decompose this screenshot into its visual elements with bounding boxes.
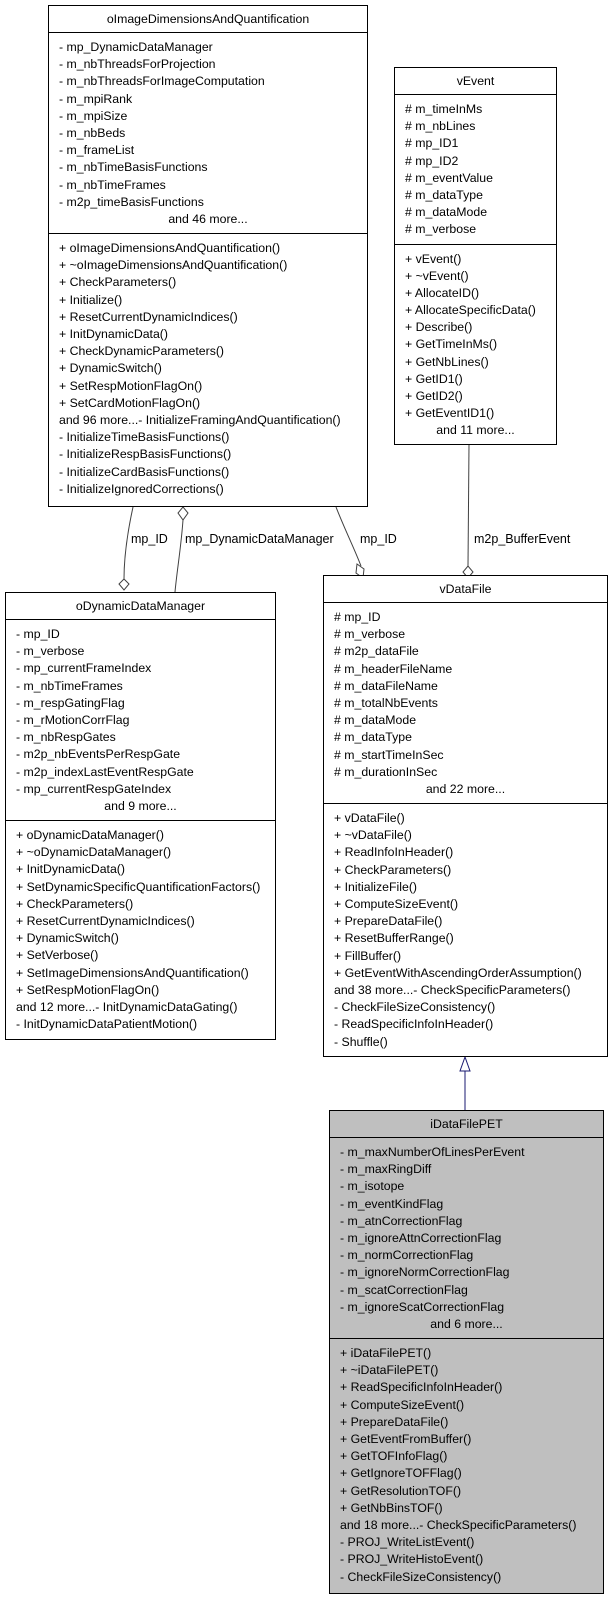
attribute: - m_normCorrectionFlag — [340, 1248, 474, 1263]
edge-label-mp-id-left: mp_ID — [131, 532, 168, 546]
more-link[interactable]: and 6 more... — [430, 1316, 503, 1331]
attribute: # m_verbose — [334, 627, 406, 642]
more-link[interactable]: and 46 more... — [168, 211, 248, 226]
method: + PrepareDataFile() — [334, 914, 443, 929]
attribute: # m_durationInSec — [334, 764, 438, 779]
method: - InitializeTimeBasisFunctions() — [59, 430, 230, 445]
attributes-section — [6, 620, 275, 821]
method: + GetIgnoreTOFFlag() — [340, 1466, 462, 1481]
methods-section — [49, 234, 367, 503]
edge-label-mp-id-right: mp_ID — [360, 532, 397, 546]
attribute: # mp_ID — [334, 610, 381, 624]
attributes-section — [330, 1138, 603, 1339]
edge-m2p-buffer-event — [468, 444, 469, 566]
method: + DynamicSwitch() — [59, 361, 162, 376]
method: + ~vEvent() — [405, 268, 469, 283]
method: + SetDynamicSpecificQuantificationFactors() — [16, 879, 261, 894]
method: + ComputeSizeEvent() — [334, 897, 459, 911]
method: + GetID2() — [405, 389, 463, 403]
attribute: - m_ignoreNormCorrectionFlag — [340, 1265, 510, 1280]
attribute: - m2p_indexLastEventRespGate — [16, 764, 194, 779]
attribute: - mp_ID — [16, 627, 60, 641]
attribute: - m_rMotionCorrFlag — [16, 712, 130, 727]
class-title: oDynamicDataManager — [6, 593, 275, 620]
method: + ResetBufferRange() — [334, 931, 454, 946]
class-idatafilepet[interactable] — [329, 1110, 604, 1594]
method: + GetResolutionTOF() — [340, 1483, 462, 1498]
class-title: vEvent — [395, 68, 556, 95]
attribute: # m_headerFileName — [334, 661, 453, 676]
attribute: # mp_ID2 — [405, 153, 459, 168]
method: - CheckFileSizeConsistency() — [340, 1569, 502, 1584]
attribute: - m_nbTimeBasisFunctions — [59, 160, 208, 175]
method: + ResetCurrentDynamicIndices() — [59, 309, 238, 324]
attribute: # m2p_dataFile — [334, 644, 419, 659]
method: - Shuffle() — [334, 1034, 388, 1049]
attribute: - m_nbRespGates — [16, 730, 116, 745]
attribute: # m_nbLines — [405, 119, 476, 134]
attributes-section — [324, 603, 607, 804]
method: + InitDynamicData() — [16, 862, 125, 877]
attribute: # m_dataMode — [405, 205, 488, 220]
method: + InitDynamicData() — [59, 327, 168, 341]
methods-section — [324, 804, 607, 1056]
more-link[interactable]: and 18 more...- CheckSpecificParameters() — [340, 1517, 577, 1532]
method: + ComputeSizeEvent() — [340, 1397, 465, 1412]
attribute: - m_mpiRank — [59, 91, 133, 106]
attribute: - m_nbThreadsForProjection — [59, 57, 216, 72]
attribute: - m_atnCorrectionFlag — [340, 1213, 463, 1228]
attribute: - m_maxRingDiff — [340, 1162, 432, 1177]
method: + vDataFile() — [334, 811, 405, 826]
attribute: # m_dataType — [334, 730, 412, 745]
edge-inheritance — [460, 1057, 470, 1110]
edge-label-mp-dynamic-data-manager: mp_DynamicDataManager — [185, 532, 334, 546]
method: + ~oImageDimensionsAndQuantification() — [59, 258, 288, 273]
class-odynamicdatamanager[interactable] — [5, 592, 276, 1040]
method: + DynamicSwitch() — [16, 931, 119, 946]
attribute: - m2p_nbEventsPerRespGate — [16, 747, 181, 762]
method: - CheckFileSizeConsistency() — [334, 1000, 496, 1015]
attribute: # m_dataFileName — [334, 678, 438, 693]
method: + GetTimeInMs() — [405, 337, 498, 352]
method: + GetEventFromBuffer() — [340, 1432, 472, 1446]
method: + oImageDimensionsAndQuantification() — [59, 241, 281, 256]
attribute: # m_timeInMs — [405, 102, 483, 116]
method: + SetRespMotionFlagOn() — [16, 982, 160, 997]
attribute: - m_ignoreScatCorrectionFlag — [340, 1299, 505, 1314]
class-vdatafile[interactable] — [323, 575, 608, 1057]
method: + InitializeFile() — [334, 879, 418, 894]
methods-section — [330, 1339, 603, 1591]
class-title: vDataFile — [324, 576, 607, 603]
more-link[interactable]: and 12 more...- InitDynamicDataGating() — [16, 999, 238, 1014]
diamond-oimage-mp-dynamic — [178, 507, 188, 520]
attribute: - m_mpiSize — [59, 108, 128, 123]
attributes-section — [395, 95, 556, 245]
method: + CheckParameters() — [334, 862, 452, 877]
method: + GetEventWithAscendingOrderAssumption() — [334, 965, 582, 980]
method: + AllocateID() — [405, 285, 480, 300]
method: + AllocateSpecificData() — [405, 303, 536, 318]
methods-section — [395, 245, 556, 445]
more-link[interactable]: and 96 more...- InitializeFramingAndQuantification() — [59, 412, 341, 427]
class-title: oImageDimensionsAndQuantification — [49, 6, 367, 33]
method: + SetImageDimensionsAndQuantification() — [16, 965, 249, 980]
edge-mp-dynamic-data-manager — [175, 520, 183, 592]
attribute: - m_nbThreadsForImageComputation — [59, 74, 265, 89]
method: + iDataFilePET() — [340, 1346, 432, 1361]
method: + vEvent() — [405, 251, 462, 266]
method: - InitializeCardBasisFunctions() — [59, 464, 230, 479]
attribute: - m_maxNumberOfLinesPerEvent — [340, 1145, 525, 1159]
edge-label-m2p-buffer-event: m2p_BufferEvent — [474, 532, 571, 546]
method: + ~vDataFile() — [334, 828, 412, 843]
attribute: - m2p_timeBasisFunctions — [59, 194, 204, 209]
method: - InitializeIgnoredCorrections() — [59, 481, 224, 496]
attribute: - m_verbose — [16, 644, 85, 659]
class-title: iDataFilePET — [330, 1111, 603, 1138]
attribute: # m_eventValue — [405, 170, 493, 185]
method: + GetNbBinsTOF() — [340, 1500, 443, 1515]
method: + FillBuffer() — [334, 948, 402, 963]
attribute: # m_dataType — [405, 187, 483, 202]
method: + GetNbLines() — [405, 354, 489, 369]
method: + ~oDynamicDataManager() — [16, 845, 172, 860]
attribute: - mp_DynamicDataManager — [59, 40, 213, 54]
method: + ReadInfoInHeader() — [334, 845, 454, 860]
method: + CheckParameters() — [16, 896, 134, 911]
attribute: # m_dataMode — [334, 713, 417, 728]
method: - PROJ_WriteListEvent() — [340, 1535, 475, 1550]
method: + CheckDynamicParameters() — [59, 344, 225, 359]
method: + oDynamicDataManager() — [16, 828, 164, 843]
methods-section — [6, 821, 275, 1038]
attribute: - m_nbTimeFrames — [16, 678, 123, 693]
method: + Initialize() — [59, 292, 123, 307]
attribute: # m_verbose — [405, 222, 477, 237]
attribute: - m_ignoreAttnCorrectionFlag — [340, 1230, 502, 1245]
diamond-odynamic-mp-id — [119, 579, 129, 590]
method: - PROJ_WriteHistoEvent() — [340, 1552, 484, 1567]
attribute: - m_isotope — [340, 1179, 405, 1194]
method: + GetTOFInfoFlag() — [340, 1449, 448, 1464]
attribute: # m_startTimeInSec — [334, 747, 444, 762]
attribute: # mp_ID1 — [405, 136, 459, 151]
method: + SetCardMotionFlagOn() — [59, 395, 201, 410]
class-oimagedimensionsandquantification[interactable] — [48, 5, 368, 507]
attribute: - m_nbBeds — [59, 125, 126, 140]
method: - InitializeRespBasisFunctions() — [59, 447, 232, 462]
more-link[interactable]: and 11 more... — [436, 423, 515, 438]
attribute: - m_respGatingFlag — [16, 695, 125, 710]
edge-mp-id-right — [336, 507, 361, 566]
method: + SetVerbose() — [16, 948, 99, 963]
attribute: # m_totalNbEvents — [334, 695, 438, 710]
inheritance-arrowhead — [460, 1057, 470, 1071]
more-link[interactable]: and 38 more...- CheckSpecificParameters() — [334, 982, 571, 997]
attribute: - m_eventKindFlag — [340, 1196, 444, 1211]
method: + ResetCurrentDynamicIndices() — [16, 914, 195, 928]
attribute: - mp_currentRespGateIndex — [16, 781, 172, 796]
method: + ReadSpecificInfoInHeader() — [340, 1380, 503, 1395]
method: + SetRespMotionFlagOn() — [59, 378, 203, 393]
attributes-section — [49, 33, 367, 234]
method: + Describe() — [405, 320, 473, 335]
method: + GetEventID1() — [405, 406, 495, 421]
more-link[interactable]: and 9 more... — [104, 798, 177, 813]
class-vevent[interactable] — [394, 67, 557, 445]
attribute: - mp_currentFrameIndex — [16, 661, 152, 676]
method: + PrepareDataFile() — [340, 1414, 449, 1429]
method: - ReadSpecificInfoInHeader() — [334, 1017, 494, 1032]
more-link[interactable]: and 22 more... — [425, 781, 506, 796]
method: + GetID1() — [405, 371, 463, 386]
attribute: - m_frameList — [59, 143, 135, 158]
method: + CheckParameters() — [59, 275, 177, 290]
attribute: - m_scatCorrectionFlag — [340, 1282, 468, 1297]
method: - InitDynamicDataPatientMotion() — [16, 1017, 198, 1032]
method: + ~iDataFilePET() — [340, 1363, 439, 1378]
attribute: - m_nbTimeFrames — [59, 177, 166, 192]
